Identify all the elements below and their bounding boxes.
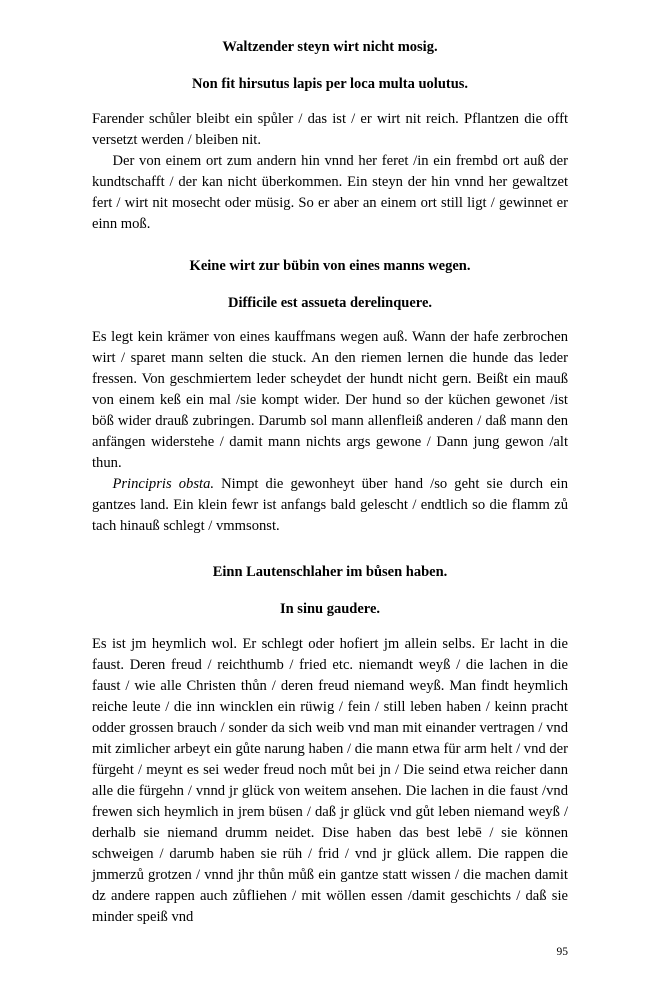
- spacer: [92, 312, 568, 327]
- spacer: [92, 619, 568, 634]
- section-1-paragraph-1: Farender schůler bleibt ein spůler / das ist / er wirt nit reich. Pflantzen die offt versetzt werden / bleiben nit.: [92, 110, 568, 148]
- spacer: [92, 537, 568, 563]
- page-number: 95: [556, 946, 568, 958]
- spacer: [92, 235, 568, 257]
- section-2-heading-latin: Difficile est assueta derelinquere.: [227, 294, 433, 311]
- section-2: [92, 257, 568, 538]
- section-2-paragraph-2: [92, 474, 568, 537]
- section-2-heading-german: Keine wirt zur bübin von eines manns wegen.: [189, 257, 471, 274]
- section-1-heading-german: Waltzender steyn wirt nicht mosig.: [222, 39, 438, 55]
- section-2-paragraph-2-rest: Nimpt die gewonheyt über hand /so geht sie durch ein gantzes land. Ein klein fewr ist anfangs bald gelescht / endtlich so die flamm zů tach hinauß schlegt / vmmsonst.: [92, 476, 568, 535]
- section-3-heading-latin: In sinu gaudere.: [279, 601, 381, 618]
- latin-phrase-principris-obsta: Principris obsta.: [112, 476, 215, 493]
- section-1-heading-latin: Non fit hirsutus lapis per loca multa uolutus.: [191, 75, 469, 92]
- section-1-paragraph-2: Der von einem ort zum andern hin vnnd her feret /in ein frembd ort auß der kundtschafft / der kan nicht überkommen. Ein steyn der hin vnnd her gewaltzet fert / wirt nit mosecht oder müsig. So er aber an einem ort still ligt / gewinnet er einn moß.: [92, 152, 568, 232]
- section-3: [92, 563, 568, 928]
- section-3-paragraph-1: Es ist jm heymlich wol. Er schlegt oder hofiert jm allein selbs. Er lacht in die faust. Deren freud / reichthumb / fried etc. niemandt weyß / die lachen in die faust / wie alle Christen thůn / deren freud niemand weyß. Man findt heymlich reiche leute / die inn wincklen ein rüwig / fein / still leben haben / keinn pracht odder grossen brauch / sonder da sich weib vnd man mit einander vertragen / vnd mit zimlicher arbeyt ein gůte narung haben / die mann etwa für arm helt / vnd der fürgeht / meynt es sei weder freud noch můt bei jn / Die seind etwa reicher dann alle die fürgehn / vnnd jr glück von weitem ansehen. Die lachen in die faust /vnd frewen sich heymlich in jrem büsen / daß jr glück vnd gůt leben niemand weyß / derhalb sie niemand drumm neidet. Dise haben das best lebē / sie können schweigen / darumb haben sie rüh / frid / vnd jr glück allem. Die rappen die jmmerzů grotzen / vnnd jhr thůn můß ein gantze statt wissen / die machen damit dz andere rappen auch zůfliehen / mit wöllen essen /damit geschichts / daß sie minder speiß vnd: [92, 636, 568, 926]
- spacer: [92, 582, 568, 600]
- section-3-heading-german: Einn Lautenschlaher im bůsen haben.: [212, 564, 448, 581]
- section-2-paragraph-1: Es legt kein krämer von eines kauffmans wegen auß. Wann der hafe zerbrochen wirt / sparet mann selten die stuck. An den riemen lernen die hunde das leder fressen. Von geschmiertem leder scheydet der hundt nicht gern. Beißt ein mauß von einem keß ein mal /sie kompt wider. Der hund so der küchen gewonet /ist böß wider drauß zubringen. Darumb sol mann allenfleiß anderen / daß mann den anfängen widerstehe / damit mann nichts args gewone / Dann jung gewon /alt thun.: [92, 329, 568, 472]
- spacer: [92, 57, 568, 75]
- section-1: [92, 38, 568, 235]
- spacer: [92, 94, 568, 109]
- spacer: [92, 276, 568, 294]
